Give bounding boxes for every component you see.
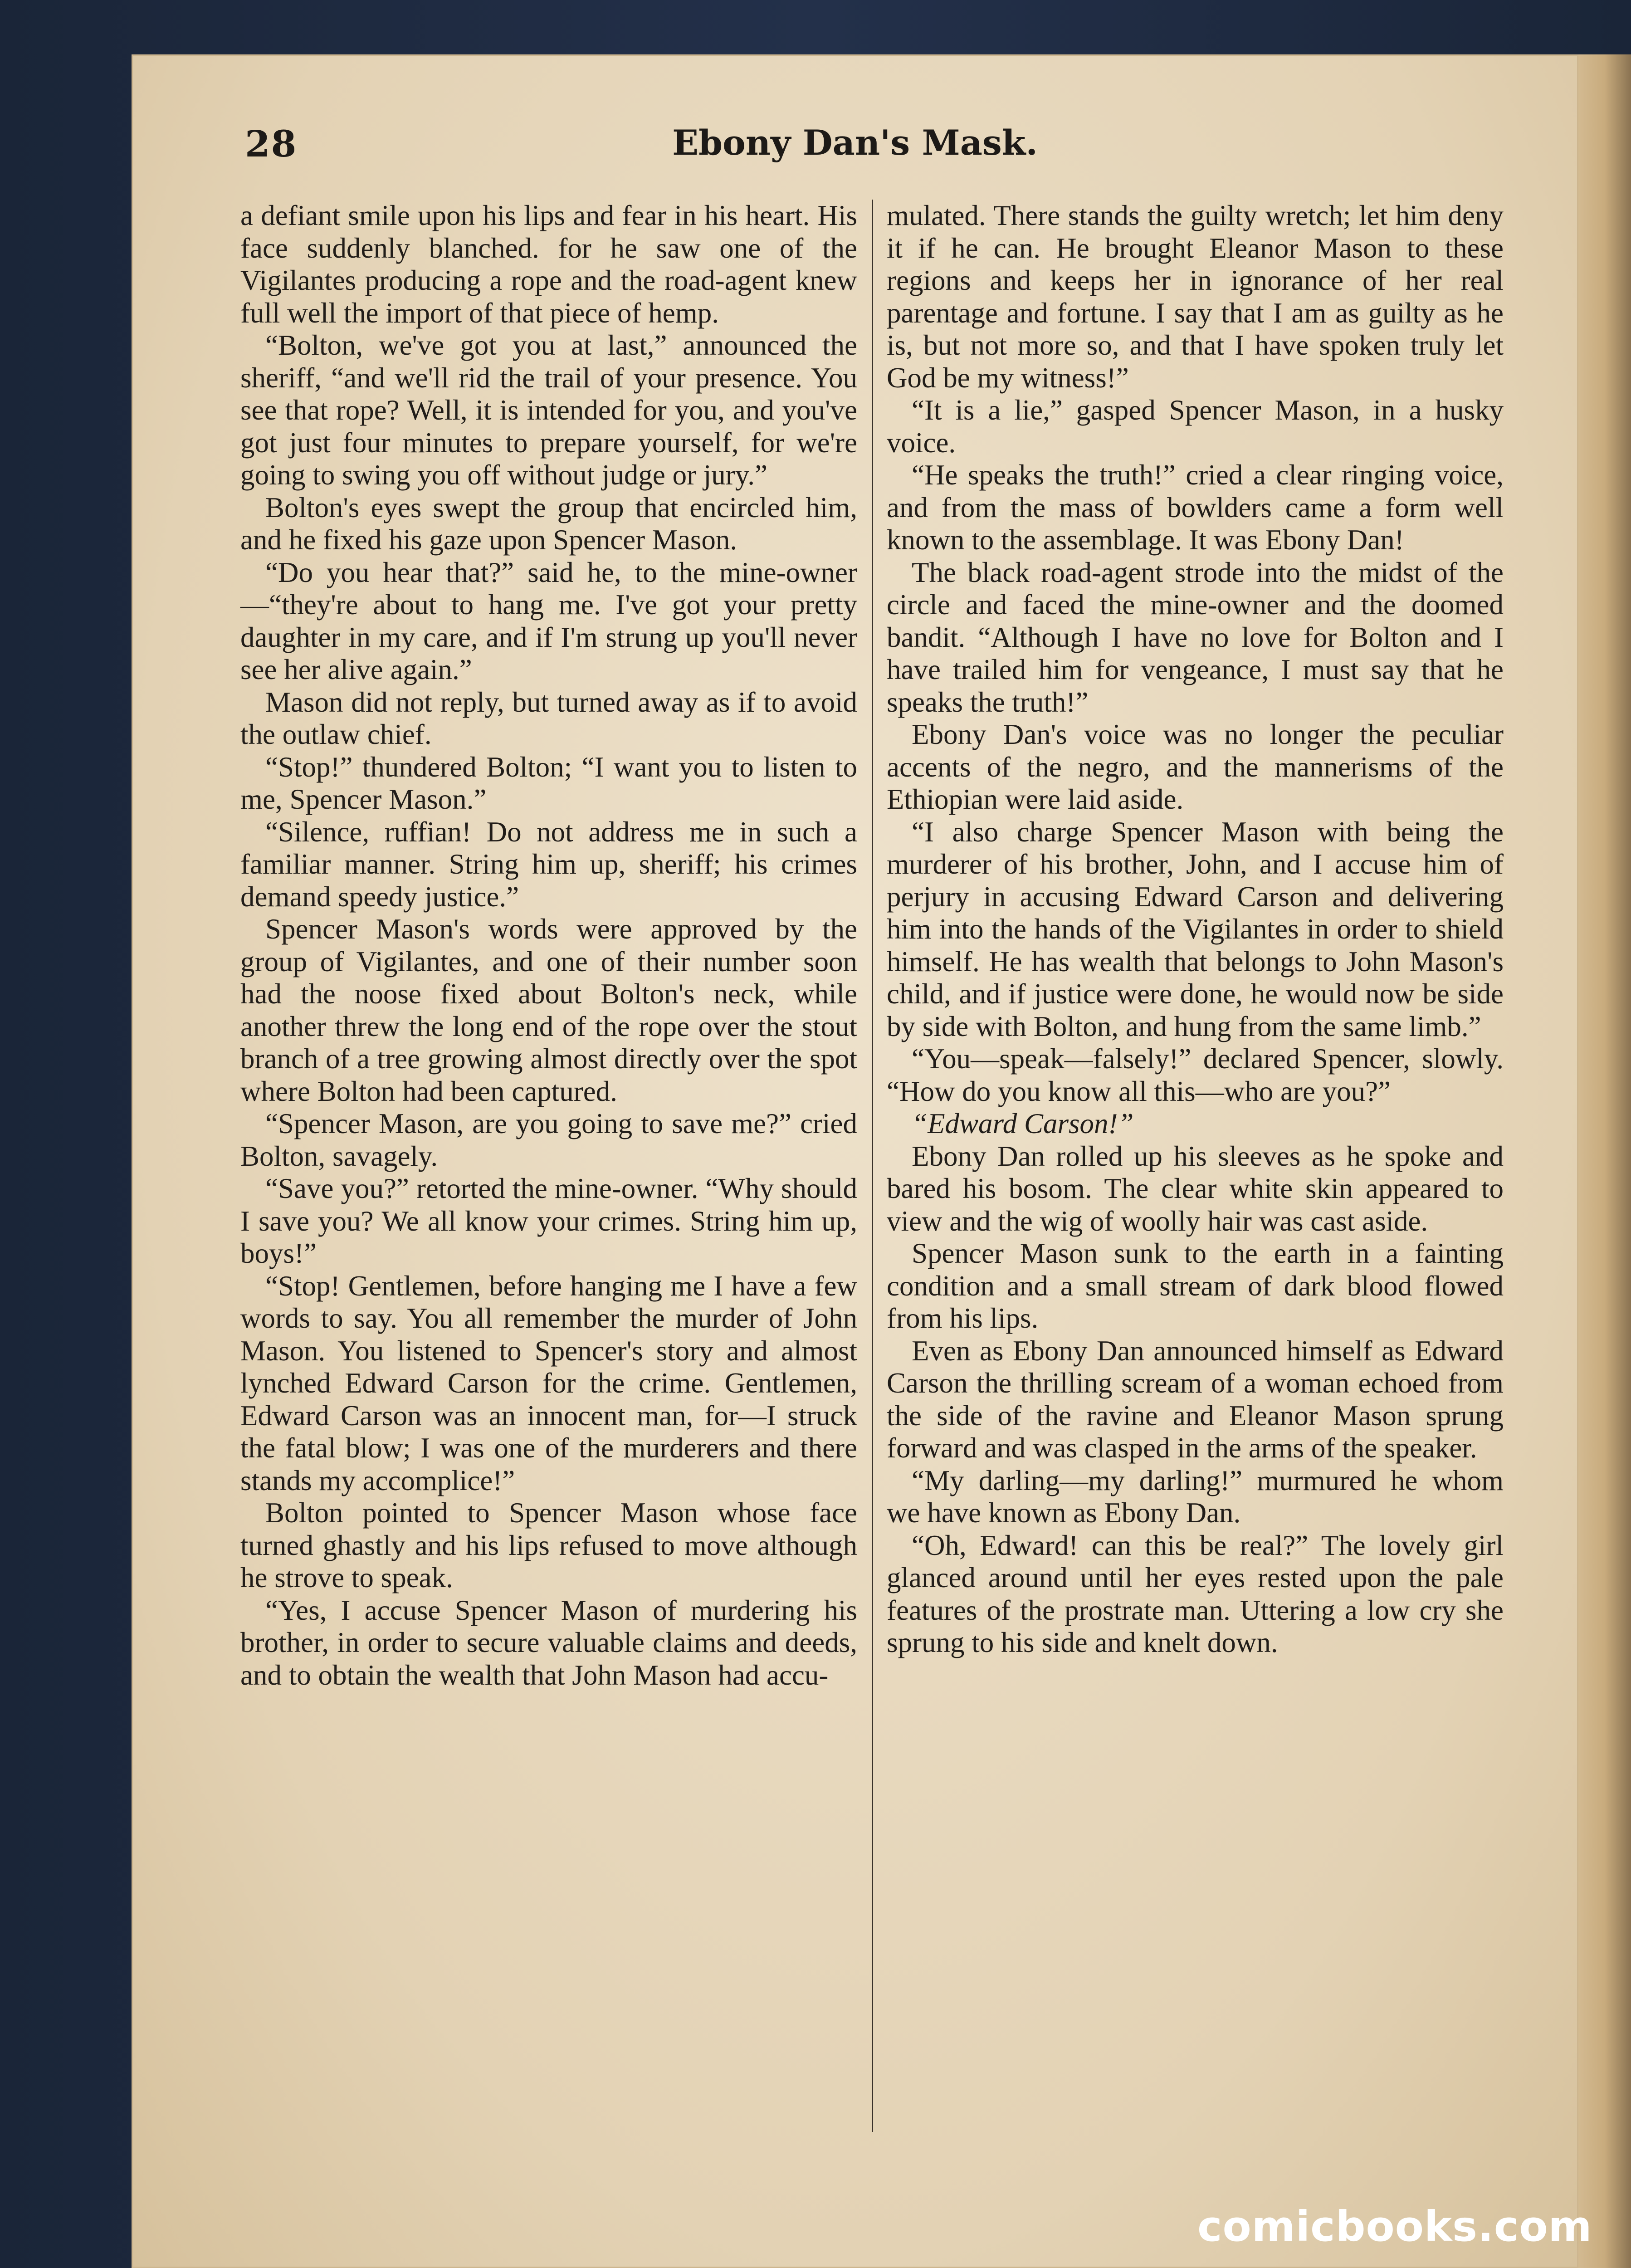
paragraph: “Yes, I accuse Spencer Mason of murdering his brother, in order to secure valuable claims and deeds, and to obtain the wealth that John Mason had accu- xyxy=(240,1594,857,1691)
paragraph: Mason did not reply, but turned away as if to avoid the outlaw chief. xyxy=(240,686,857,750)
paragraph: “It is a lie,” gasped Spencer Mason, in a husky voice. xyxy=(887,394,1504,459)
paragraph: Bolton's eyes swept the group that encircled him, and he fixed his gaze upon Spencer Mason. xyxy=(240,491,857,556)
paragraph: “Edward Carson!” xyxy=(912,1108,1134,1139)
paragraph: Ebony Dan rolled up his sleeves as he spoke and bared his bosom. The clear white skin appeared to view and the wig of woolly hair was cast aside. xyxy=(887,1140,1504,1237)
column-divider xyxy=(872,200,873,2132)
watermark: comicbooks.com xyxy=(1197,2202,1592,2251)
paragraph: “I also charge Spencer Mason with being the murderer of his brother, John, and I accuse him of perjury in accusing Edward Carson and delivering him into the hands of the Vigilantes in order to shield himself. He has wealth that belongs to John Mason's child, and if justice were done, he would now be side by side with Bolton, and hung from the same limb.” xyxy=(887,816,1504,1042)
paragraph: “Silence, ruffian! Do not address me in such a familiar manner. String him up, sheriff; his crimes demand speedy justice.” xyxy=(240,816,857,913)
paragraph: Spencer Mason's words were approved by the group of Vigilantes, and one of their number soon had the noose fixed about Bolton's neck, while another threw the long end of the rope over the stout branch of a tree growing almost directly over the spot where Bolton had been captured. xyxy=(240,913,857,1107)
paragraph: “You—speak—falsely!” declared Spencer, slowly. “How do you know all this—who are you?” xyxy=(887,1043,1504,1107)
paragraph: Even as Ebony Dan announced himself as Edward Carson the thrilling scream of a woman echoed from the side of the ravine and Eleanor Mason sprung forward and was clasped in the arms of the speaker. xyxy=(887,1334,1504,1464)
running-title: Ebony Dan's Mask. xyxy=(672,122,1038,163)
paragraph: Ebony Dan's voice was no longer the peculiar accents of the negro, and the mannerisms of the Ethiopian were laid aside. xyxy=(887,719,1504,815)
paragraph: “Oh, Edward! can this be real?” The lovely girl glanced around until her eyes rested upon the pale features of the prostrate man. Uttering a low cry she sprung to his side and knelt down. xyxy=(887,1529,1504,1658)
paragraph: “Stop!” thundered Bolton; “I want you to listen to me, Spencer Mason.” xyxy=(240,751,857,815)
paragraph: “Save you?” retorted the mine-owner. “Why should I save you? We all know your crimes. String him up, boys!” xyxy=(240,1173,857,1269)
paragraph: “Stop! Gentlemen, before hanging me I have a few words to say. You all remember the murder of John Mason. You listened to Spencer's story and almost lynched Edward Carson for the crime. Gentlemen, Edward Carson was an innocent man, for—I struck the fatal blow; I was one of the murderers and there stands my accomplice!” xyxy=(240,1270,857,1496)
paragraph: “Do you hear that?” said he, to the mine-owner—“they're about to hang me. I've got your pretty daughter in my care, and if I'm strung up you'll never see her alive again.” xyxy=(240,556,857,685)
left-column xyxy=(240,200,857,1691)
paragraph: mulated. There stands the guilty wretch; let him deny it if he can. He brought Eleanor Mason to these regions and keeps her in ignorance of her real parentage and fortune. I say that I am as guilty as he is, but not more so, and that I have spoken truly let God be my witness!” xyxy=(887,200,1504,394)
paragraph: “He speaks the truth!” cried a clear ringing voice, and from the mass of bowlders came a form well known to the assemblage. It was Ebony Dan! xyxy=(887,459,1504,556)
paragraph: Bolton pointed to Spencer Mason whose face turned ghastly and his lips refused to move although he strove to speak. xyxy=(240,1497,857,1593)
paragraph: “Bolton, we've got you at last,” announced the sheriff, “and we'll rid the trail of your presence. You see that rope? Well, it is intended for you, and you've got just four minutes to prepare yourself, for we're going to swing you off without judge or jury.” xyxy=(240,329,857,491)
right-column xyxy=(887,200,1504,1659)
paragraph: “Spencer Mason, are you going to save me?” cried Bolton, savagely. xyxy=(240,1108,857,1172)
paragraph: a defiant smile upon his lips and fear in his heart. His face suddenly blanched. for he saw one of the Vigilantes producing a rope and the road-agent knew full well the import of that piece of hemp. xyxy=(240,200,857,329)
paragraph: The black road-agent strode into the midst of the circle and faced the mine-owner and the doomed bandit. “Although I have no love for Bolton and I have trailed him for vengeance, I must say that he speaks the truth!” xyxy=(887,556,1504,718)
paragraph: Spencer Mason sunk to the earth in a fainting condition and a small stream of dark blood flowed from his lips. xyxy=(887,1237,1504,1334)
paragraph: “My darling—my darling!” murmured he whom we have known as Ebony Dan. xyxy=(887,1464,1504,1529)
book-page xyxy=(132,54,1578,2268)
page-number: 28 xyxy=(245,122,298,165)
